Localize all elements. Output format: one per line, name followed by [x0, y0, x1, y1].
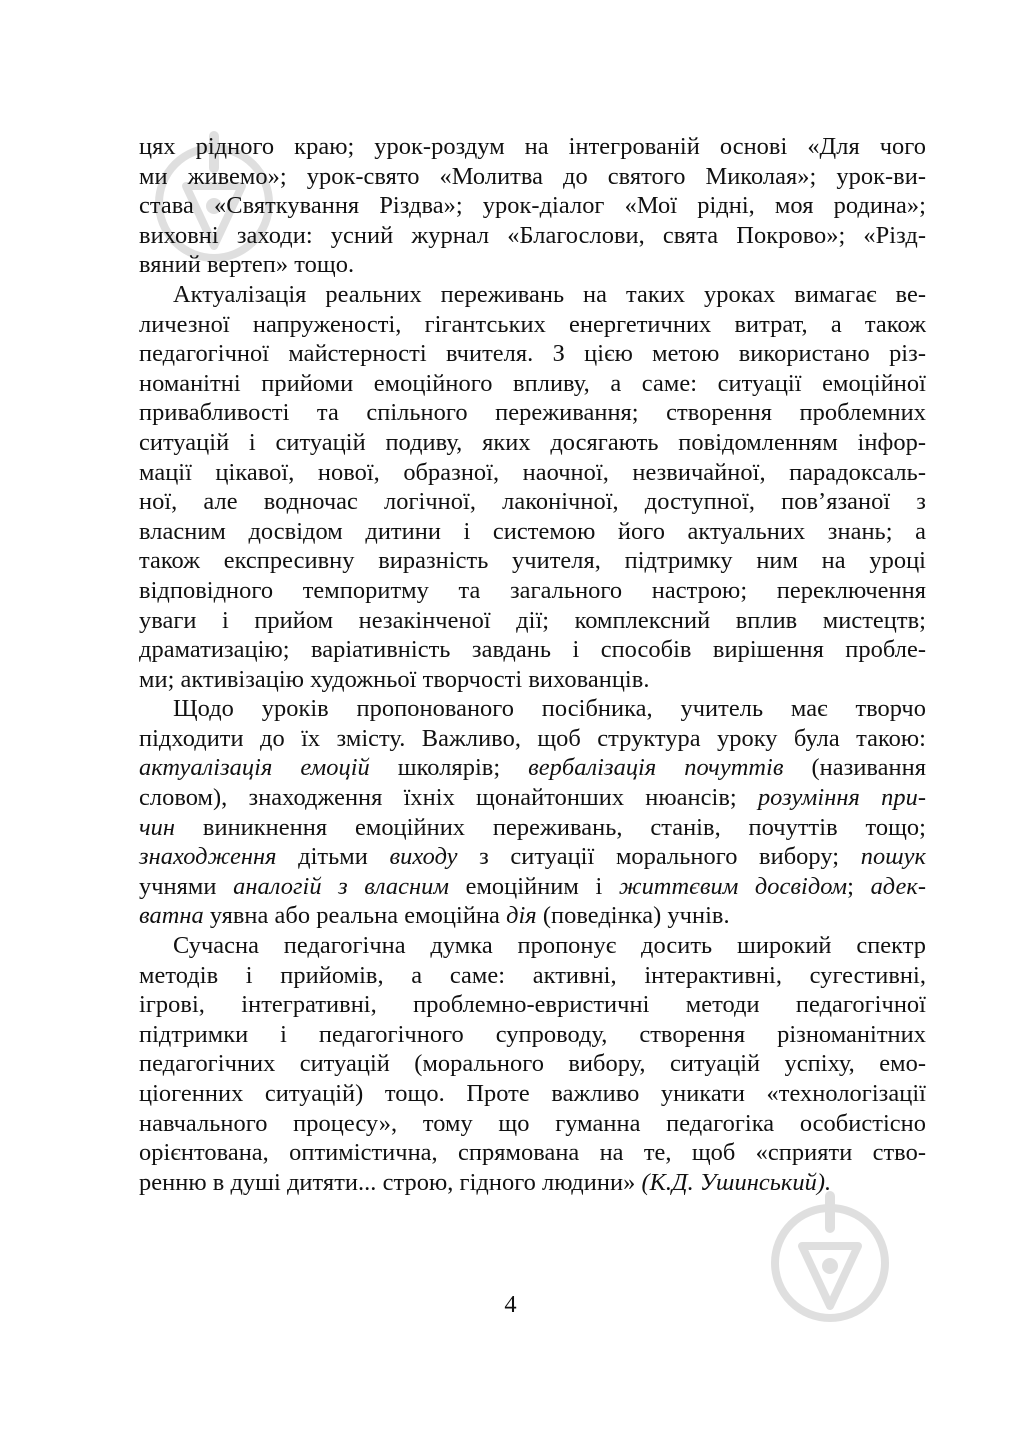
italic-run: вербалізація почуттів — [528, 754, 784, 782]
italic-run: аналогій з власним — [233, 872, 450, 900]
text-line: мації цікавої, нової, образної, наочної, незвичайної, парадоксаль- — [139, 458, 926, 486]
text-line — [139, 724, 926, 754]
text-line: привабливості та спільного переживання; створення проблемних — [139, 399, 926, 427]
text-run: навчального процесу», тому що гуманна педагогіка особистісно — [139, 1109, 926, 1137]
text-line — [139, 872, 926, 902]
italic-run: життєвим досвідом — [618, 872, 848, 900]
text-run: підтримки і педагогічного супроводу, створення різноманітних — [139, 1020, 926, 1048]
italic-run: адек- — [870, 872, 927, 900]
italic-run: (К.Д. Ушинський). — [641, 1168, 832, 1196]
paragraph — [139, 694, 926, 931]
text-line: ситуацій і ситуацій подиву, яких досягають повідомленням інфор- — [139, 428, 926, 456]
text-line — [139, 961, 926, 991]
text-run: підходити до їх змісту. Важливо, щоб структура уроку була такою: — [139, 724, 926, 752]
text-run: емоційним і — [449, 872, 619, 900]
text-run: учнями — [139, 872, 234, 900]
text-line: педагогічної майстерності вчителя. З цією метою використано різ- — [139, 340, 926, 368]
italic-run: виходу — [389, 843, 458, 871]
text-line — [139, 1138, 926, 1168]
text-line: вяний вертеп» тощо. — [139, 251, 355, 279]
paragraph — [139, 132, 926, 280]
page-body — [139, 132, 926, 1197]
text-line: ми живемо»; урок-свято «Молитва до святого Миколая»; урок-ви- — [139, 162, 926, 190]
text-line: Актуалізація реальних переживань на таких уроках вимагає ве- — [173, 280, 926, 308]
text-line — [139, 753, 926, 783]
text-line: уваги і прийом незакінченої дії; комплексний вплив мистецтв; — [139, 606, 926, 634]
text-line — [139, 1079, 926, 1109]
text-line — [139, 1020, 926, 1050]
text-line — [139, 1109, 926, 1139]
italic-run: пошук — [860, 843, 926, 871]
text-line — [139, 1049, 926, 1079]
page-number: 4 — [504, 1291, 517, 1318]
text-line: цях рідного краю; урок-роздум на інтегрованій основі «Для чого — [139, 133, 926, 160]
text-run: (називання — [783, 754, 927, 782]
text-run: ; — [847, 872, 871, 900]
italic-run: ватна — [139, 902, 204, 930]
text-run: виникнення емоційних переживань, станів, почуттів тощо; — [175, 813, 926, 841]
italic-run: актуалізація емоцій — [139, 754, 370, 782]
text-run: (поведінка) учнів. — [536, 902, 730, 930]
text-run: ігрові, інтегративні, проблемно-евристичні методи педагогічної — [139, 991, 926, 1019]
text-run: ренню в душі дитяти... строю, гідного людини» — [139, 1168, 642, 1196]
italic-run: знаходження — [139, 843, 277, 871]
text-run: словом), знаходження їхніх щонайтонших нюансів; — [139, 784, 758, 812]
text-line: номанітні прийоми емоційного впливу, а саме: ситуації емоційної — [139, 369, 926, 397]
text-line: ної, але водночас логічної, лаконічної, доступної, пов’язаної з — [139, 488, 926, 516]
text-run: методів і прийомів, а саме: активні, інтерактивні, сугестивні, — [139, 961, 926, 989]
text-line: відповідного темпоритму та загального настрою; переключення — [139, 576, 926, 604]
text-run: уявна або реальна емоційна — [203, 902, 507, 930]
italic-run: розуміння при- — [757, 784, 926, 812]
text-line: става «Святкування Різдва»; урок-діалог «Мої рідні, моя родина»; — [139, 192, 926, 220]
text-run: Щодо уроків пропонованого посібника, учитель має творчо — [173, 695, 926, 723]
italic-run: дія — [506, 902, 537, 930]
text-line — [139, 813, 926, 843]
text-line — [139, 783, 926, 813]
text-line — [139, 842, 926, 872]
text-line — [139, 931, 926, 961]
text-line — [139, 694, 926, 724]
text-line: личезної напруженості, гігантських енергетичних витрат, а також — [139, 310, 926, 338]
text-line: ми; активізацію художньої творчості вихованців. — [139, 665, 650, 693]
text-run: Сучасна педагогічна думка пропонує досить широкий спектр — [173, 932, 926, 960]
text-line — [139, 1168, 926, 1198]
text-line — [139, 901, 926, 931]
paragraph — [139, 280, 926, 694]
text-run: дітьми — [276, 843, 390, 871]
text-run: з ситуації морального вибору; — [457, 843, 861, 871]
paragraph — [139, 931, 926, 1197]
italic-run: чин — [139, 813, 176, 841]
watermark-logo-icon — [768, 1178, 893, 1348]
text-line: драматизацію; варіативність завдань і способів вирішення пробле- — [139, 636, 926, 664]
text-line — [139, 990, 926, 1020]
text-line: власним досвідом дитини і системою його актуальних знань; а — [139, 517, 926, 545]
text-run: орієнтована, оптимістична, спрямована на те, щоб «сприяти ство- — [139, 1139, 926, 1167]
text-run: школярів; — [369, 754, 529, 782]
text-run: педагогічних ситуацій (морального вибору, ситуацій успіху, емо- — [139, 1050, 926, 1078]
text-run: ціогенних ситуацій) тощо. Проте важливо уникати «технологізації — [139, 1080, 926, 1107]
text-line: виховні заходи: усний журнал «Благослови, свята Покрово»; «Різд- — [139, 221, 926, 249]
text-line: також експресивну виразність учителя, підтримку ним на уроці — [139, 547, 926, 575]
